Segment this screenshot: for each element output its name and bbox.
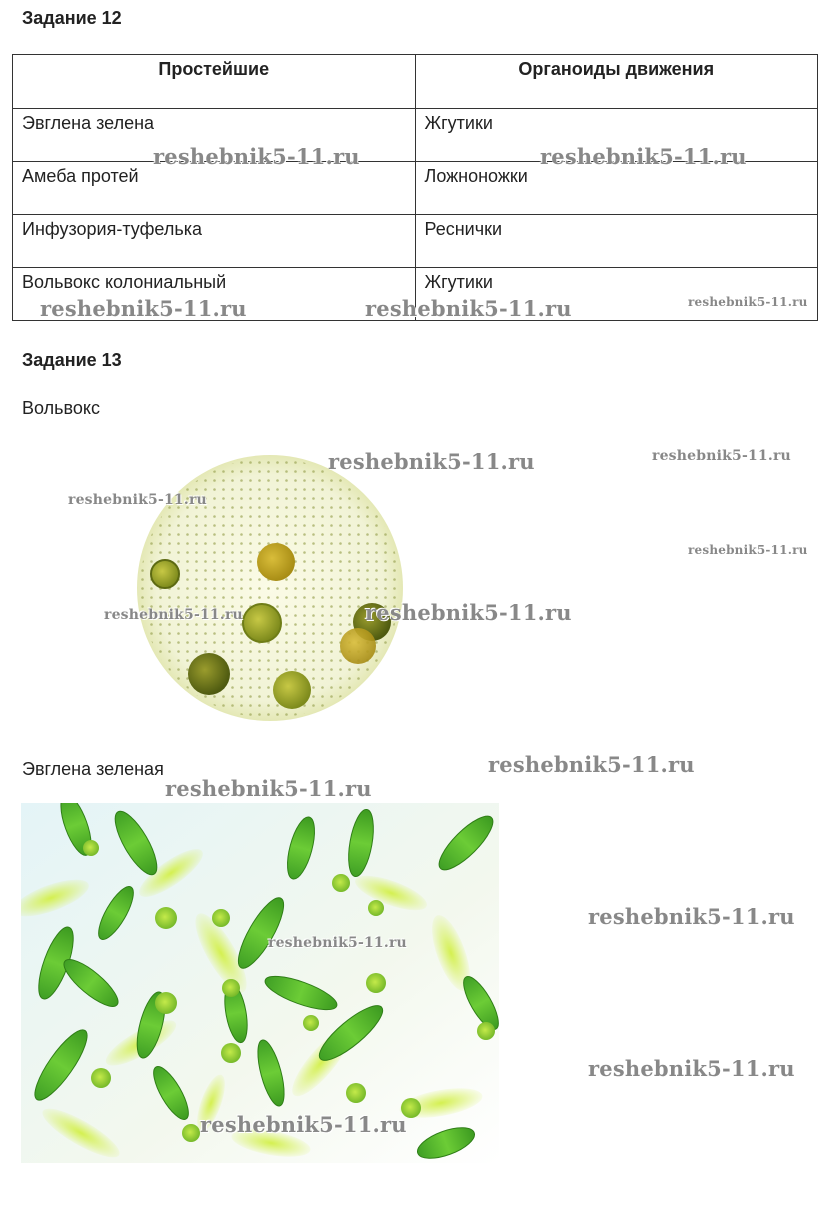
cell-organism: Эвглена зелена	[13, 109, 416, 162]
watermark: reshebnik5-11.ru	[688, 543, 808, 557]
watermark: reshebnik5-11.ru	[365, 600, 572, 625]
watermark: reshebnik5-11.ru	[488, 752, 695, 777]
daughter-colony	[151, 560, 179, 588]
daughter-colony	[340, 628, 376, 664]
watermark: reshebnik5-11.ru	[652, 448, 791, 464]
cell-organelle: Ложноножки	[415, 162, 818, 215]
volvox-label: Вольвокс	[22, 398, 100, 418]
table-row	[13, 162, 818, 215]
daughter-colony	[188, 653, 230, 695]
header-movement-organelles: Органоиды движения	[415, 55, 818, 109]
watermark: reshebnik5-11.ru	[588, 904, 795, 929]
watermark: reshebnik5-11.ru	[200, 1112, 407, 1137]
header-protozoa: Простейшие	[13, 55, 416, 109]
table-row	[13, 215, 818, 268]
daughter-colony	[257, 543, 295, 581]
cell-organism: Амеба протей	[13, 162, 416, 215]
watermark: reshebnik5-11.ru	[40, 296, 247, 321]
cell-organism: Инфузория-туфелька	[13, 215, 416, 268]
watermark: reshebnik5-11.ru	[328, 449, 535, 474]
watermark: reshebnik5-11.ru	[104, 607, 243, 623]
task-12-title: Задание 12	[22, 8, 122, 28]
watermark: reshebnik5-11.ru	[268, 935, 407, 951]
cell-organism: Вольвокс колониальный	[13, 268, 416, 321]
volvox-image	[120, 440, 420, 740]
watermark: reshebnik5-11.ru	[365, 296, 572, 321]
euglena-label: Эвглена зеленая	[22, 759, 164, 779]
watermark: reshebnik5-11.ru	[688, 295, 808, 309]
watermark: reshebnik5-11.ru	[165, 776, 372, 801]
watermark: reshebnik5-11.ru	[540, 144, 747, 169]
protozoa-table	[12, 54, 818, 321]
watermark: reshebnik5-11.ru	[68, 492, 207, 508]
task-13-title: Задание 13	[22, 350, 122, 370]
euglena-image	[21, 803, 499, 1163]
daughter-colony	[243, 604, 281, 642]
cell-organelle: Жгутики	[415, 268, 818, 321]
cell-organelle: Реснички	[415, 215, 818, 268]
table-header-row	[13, 55, 818, 109]
cell-organelle: Жгутики	[415, 109, 818, 162]
daughter-colony	[273, 671, 311, 709]
watermark: reshebnik5-11.ru	[588, 1056, 795, 1081]
watermark: reshebnik5-11.ru	[153, 144, 360, 169]
